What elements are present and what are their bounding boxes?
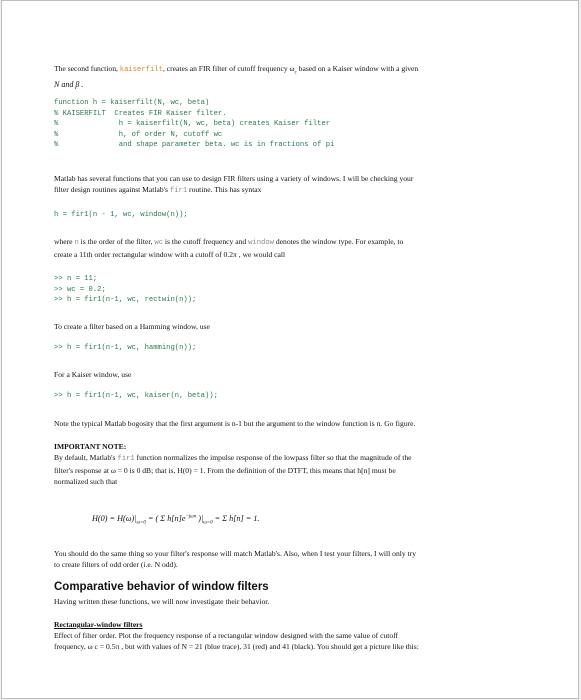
where-text-2: is the order of the filter, — [78, 237, 155, 246]
section-subtitle: Having written these functions, we will now investigate their behavior. — [54, 597, 270, 606]
where-text-1: where — [54, 237, 75, 246]
eq-mid2: )| — [196, 514, 204, 523]
hamming-paragraph — [54, 321, 520, 332]
matlab-line-b2: routine. This has syntax — [187, 185, 262, 194]
kaiserfilt-inline-code: kaiserfilt — [119, 66, 163, 74]
rect-code-line-2: >> wc = 0.2; — [54, 285, 106, 294]
rectangular-line-1: Effect of filter order. Plot the frequency response of a rectangular window designed with the same value of cutoff — [54, 631, 399, 640]
n-inline-code: n — [74, 239, 79, 247]
intro-text-post: , creates an FIR filter of cutoff frequency ω — [162, 64, 295, 73]
same-paragraph — [54, 548, 520, 570]
matlab-line-a: Matlab has several functions that you can use to design FIR filters using a variety of windows. I will be checking your — [54, 174, 414, 183]
where-paragraph — [54, 236, 520, 260]
code-line-3: % h = kaiserfilt(N, wc, beta) creates Kaiser filter — [54, 120, 331, 128]
important-line-1a: By default, Matlab's — [54, 453, 118, 462]
kaiser-code — [54, 391, 520, 402]
intro-text-pre: The second function, — [54, 64, 120, 73]
intro-text-post2: based on a Kaiser window with a given — [296, 64, 419, 73]
fir1-inline-code: fir1 — [169, 187, 188, 195]
code-line-5: % and shape parameter beta. wc is in fractions of pi — [54, 141, 335, 149]
eq-rhs: = Σ h[n] = 1. — [212, 514, 260, 523]
rectangular-title: Rectangular-window filters — [54, 620, 143, 629]
equation-line — [92, 514, 259, 526]
where-line-b: create a 11th order rectangular window with a cutoff of 0.2π , we would call — [54, 250, 286, 259]
hamming-text: To create a filter based on a Hamming window, use — [54, 322, 210, 331]
same-line-a: You should do the same thing so your filter's response will match Matlab's. Also, when I test your filters, I will only try — [54, 549, 416, 558]
kaiser-paragraph — [54, 369, 520, 380]
note-text: Note the typical Matlab bogosity that the first argument is n-1 but the argument to the window function is n. Go figure. — [54, 419, 416, 428]
kaiserfilt-code-block — [54, 98, 520, 151]
section-title: Comparative behavior of window filters — [54, 581, 269, 593]
intro-line2: N and β . — [54, 79, 84, 89]
code-line-1: function h = kaiserfilt(N, wc, beta) — [54, 99, 210, 107]
fir1-syntax-line: h = fir1(n - 1, wc, window(n)); — [54, 211, 188, 219]
rect-code-line-1: >> n = 11; — [54, 275, 98, 283]
hamming-code-line: >> h = fir1(n-1, wc, hamming(n)); — [54, 344, 197, 352]
kaiser-code-line: >> h = fir1(n-1, wc, kaiser(n, beta)); — [54, 392, 218, 400]
eq-sub1: ω=0 — [136, 520, 146, 526]
important-title: IMPORTANT NOTE: — [54, 442, 127, 451]
important-line-2: filter's response at ω = 0 is 0 dB; that is, H(0) = 1. From the definition of the DTFT, this means that h[n] must be — [54, 466, 396, 475]
fir1-syntax-code — [54, 210, 520, 221]
intro-paragraph: The second function, kaiserfilt, creates an FIR filter of cutoff frequency $\omega_c$ based on a Kaiser window with a given N and β . — [54, 64, 419, 89]
matlab-line-b1: filter design routines against Matlab's — [54, 185, 170, 194]
rectwin-code-block — [54, 274, 520, 306]
rectangular-line-2: frequency, ω c = 0.5π , but with values of N = 21 (blue trace), 31 (red) and 41 (black). You should get a picture like this: — [54, 642, 419, 651]
where-text-4: denotes the window type. For example, to — [273, 237, 404, 246]
note-paragraph — [54, 418, 520, 429]
eq-exp: −jωn — [185, 514, 197, 520]
comparative-section — [54, 580, 520, 607]
window-inline-code: window — [248, 239, 274, 247]
important-line-1b: function normalizes the impulse response of the lowpass filter so that the magnitude of the — [134, 453, 412, 462]
code-line-4: % h, of order N, cutoff wc — [54, 130, 223, 139]
important-note — [54, 441, 520, 487]
matlab-paragraph — [54, 173, 520, 197]
wc-inline-code: wc — [154, 239, 164, 247]
eq-mid: = ( Σ h[n]e — [145, 514, 186, 523]
fir1-inline-code-2: fir1 — [117, 455, 135, 463]
eq-sub2: ω=0 — [203, 520, 213, 526]
rect-code-line-3: >> h = fir1(n-1, wc, rectwin(n)); — [54, 296, 197, 304]
code-line-2: % KAISERFILT Creates FIR Kaiser filter. — [54, 109, 227, 118]
eq-lhs: H(0) = H(ω)| — [92, 514, 137, 523]
hamming-code — [54, 343, 520, 354]
where-text-3: is the cutoff frequency and — [163, 237, 249, 246]
rectangular-section — [54, 619, 520, 652]
kaiser-text: For a Kaiser window, use — [54, 370, 132, 379]
same-line-b: to create filters of odd order (i.e. N odd). — [54, 560, 178, 569]
important-line-3: normalized such that — [54, 477, 118, 486]
document-page — [1, 0, 579, 699]
normalization-equation — [54, 508, 520, 538]
